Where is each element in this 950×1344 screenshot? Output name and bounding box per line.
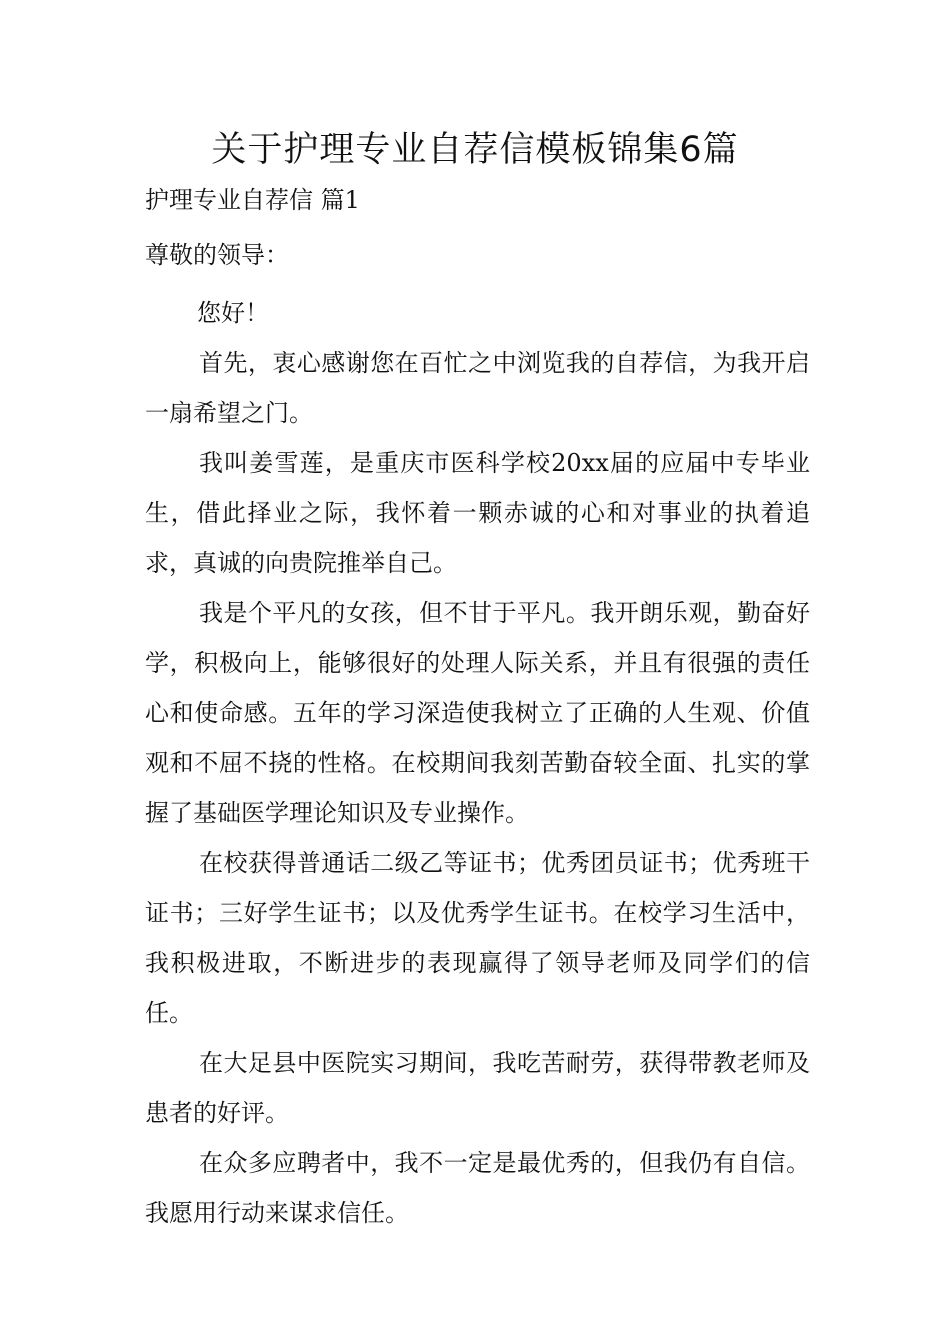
greeting: 您好！ — [197, 299, 269, 327]
paragraph: 我是个平凡的女孩，但不甘于平凡。我开朗乐观，勤奋好学，积极向上，能够很好的处理人际关系，并且有很强的责任心和使命感。五年的学习深造使我树立了正确的人生观、价值观和不屈不挠的性格。在校期间我刻苦勤奋较全面、扎实的掌握了基础医学理论知识及专业操作。 — [145, 599, 810, 827]
salutation: 尊敬的领导： — [145, 241, 289, 269]
document-title: 关于护理专业自荐信模板锦集6篇 — [211, 130, 739, 170]
paragraph: 在校获得普通话二级乙等证书；优秀团员证书；优秀班干证书；三好学生证书；以及优秀学生证书。在校学习生活中，我积极进取，不断进步的表现赢得了领导老师及同学们的信任。 — [145, 849, 810, 1027]
paragraph: 我叫姜雪莲，是重庆市医科学校20xx届的应届中专毕业生，借此择业之际，我怀着一颗赤诚的心和对事业的执着追求，真诚的向贵院推举自己。 — [145, 449, 810, 577]
paragraph: 首先，衷心感谢您在百忙之中浏览我的自荐信，为我开启一扇希望之门。 — [145, 349, 810, 427]
section-heading: 护理专业自荐信 篇1 — [145, 186, 360, 214]
paragraph: 在大足县中医院实习期间，我吃苦耐劳，获得带教老师及患者的好评。 — [145, 1049, 810, 1127]
paragraph: 在众多应聘者中，我不一定是最优秀的，但我仍有自信。我愿用行动来谋求信任。 — [145, 1149, 810, 1227]
document-body — [145, 178, 810, 1238]
